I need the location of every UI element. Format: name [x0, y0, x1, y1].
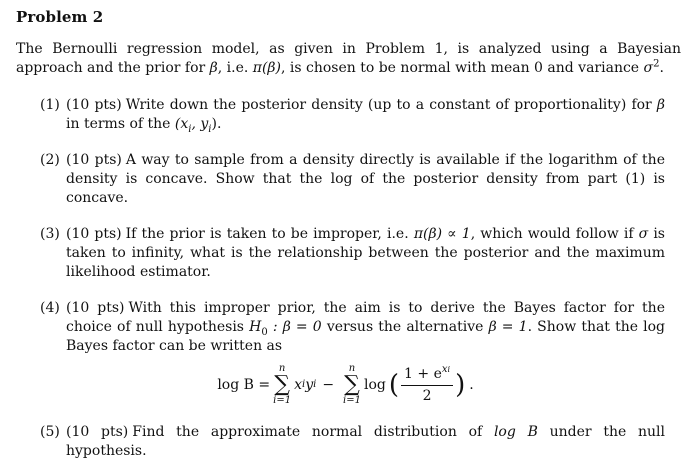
question-2-text-1: A way to sample from a density directly is available if the logarithm of the density is concave. Show that the log of the posterior density from part (1) is concave. — [66, 152, 665, 206]
intro-text-a: The Bernoulli regression model, as given in Problem 1, is analyzed using a Bayesian approach and the prior for — [16, 41, 681, 76]
equation-minus: − — [322, 376, 335, 393]
question-5-text-2: under the null hypothesis. — [66, 424, 665, 459]
left-paren: ( — [388, 370, 400, 400]
question-3-text-1: If the prior is taken to be improper, i.e. — [125, 226, 414, 242]
numerator-text: 1 + e — [404, 365, 442, 382]
question-3-text-3: is taken to infinity, what is the relationship between the posterior and the maximum likelihood estimator. — [66, 226, 665, 280]
question-4-text-2: versus the alternative — [321, 319, 489, 335]
summation-2-symbol: ∑ — [344, 372, 360, 397]
question-1-text-1: Write down the posterior density (up to a constant of proportionality) for — [125, 97, 657, 113]
question-1-sub-2: i — [188, 123, 192, 135]
intro-paragraph — [16, 40, 681, 78]
problem-title: Problem 2 — [16, 8, 104, 26]
term-y: y — [305, 376, 314, 393]
intro-text-d: . — [659, 60, 664, 76]
intro-text-c: , is chosen to be normal with mean 0 and variance — [280, 60, 644, 76]
question-1-text-3: ). — [211, 116, 222, 132]
intro-prior: π(β) — [252, 60, 281, 76]
question-2 — [16, 151, 681, 208]
question-3-points: (10 pts) — [66, 226, 122, 242]
question-4-math-1: H — [249, 319, 262, 335]
question-5-math-1: log B — [493, 424, 538, 440]
summation-2-upper: n — [348, 363, 356, 374]
question-4-number: (4) — [40, 300, 60, 316]
intro-square: 2 — [653, 58, 660, 70]
intro-text-b: , i.e. — [217, 60, 253, 76]
equation-log: log — [364, 376, 386, 393]
term-x: x — [294, 376, 302, 393]
summation-1 — [273, 364, 291, 406]
summation-2 — [343, 364, 361, 406]
question-4-math-2: : β = 0 — [267, 319, 322, 335]
question-4-sub-1: 0 — [261, 326, 268, 338]
equation-lhs: log B = — [217, 376, 271, 393]
summation-1-upper: n — [278, 363, 286, 374]
question-1 — [16, 96, 681, 134]
question-3-text-2: , which would follow if — [470, 226, 639, 242]
question-5 — [16, 423, 681, 461]
question-3 — [16, 225, 681, 282]
question-2-number: (2) — [40, 152, 60, 168]
fraction — [401, 365, 453, 406]
summation-2-lower: i=1 — [343, 395, 361, 406]
question-5-number: (5) — [40, 424, 60, 440]
exponent-sub: i — [447, 364, 451, 374]
question-5-points: (10 pts) — [66, 424, 129, 440]
question-1-number: (1) — [40, 97, 60, 113]
question-4 — [16, 299, 681, 406]
question-list — [16, 96, 681, 461]
question-4-text-1: With this improper prior, the aim is to derive the Bayes factor for the choice of null hypothesis — [66, 300, 665, 335]
question-4-text-3: . Show that the log Bayes factor can be written as — [66, 319, 666, 354]
right-paren: ) — [455, 370, 466, 400]
question-1-math-1: β — [656, 97, 666, 113]
bayes-factor-equation: log B = n ∑ i=1 x i y i − n ∑ i=1 log ( $\frac{1 + e^{xi}}{2}$ ) . — [217, 363, 474, 406]
question-1-text-2: in terms of the — [66, 116, 175, 132]
question-3-math-1: π(β) ∝ 1 — [413, 226, 471, 242]
question-1-math-2: (x — [174, 116, 189, 132]
fraction-denominator: 2 — [422, 387, 432, 404]
intro-sigma: σ — [643, 60, 654, 76]
question-5-text-1: Find the approximate normal distribution of — [132, 424, 494, 440]
exponent-x: x — [441, 363, 448, 375]
summation-1-symbol: ∑ — [274, 372, 290, 397]
intro-beta: β — [209, 60, 218, 76]
question-1-math-3: , y — [191, 116, 209, 132]
question-3-math-2: σ — [638, 226, 649, 242]
fraction-numerator — [401, 365, 453, 386]
summation-1-lower: i=1 — [273, 395, 292, 406]
question-4-math-3: β = 1 — [488, 319, 528, 335]
equation-period: . — [469, 376, 474, 393]
question-2-points: (10 pts) — [66, 152, 122, 168]
question-3-number: (3) — [40, 226, 60, 242]
numerator-exponent — [442, 364, 450, 375]
question-4-points: (10 pts) — [66, 300, 125, 316]
question-1-points: (10 pts) — [66, 97, 122, 113]
question-1-sub-3: i — [208, 123, 212, 135]
